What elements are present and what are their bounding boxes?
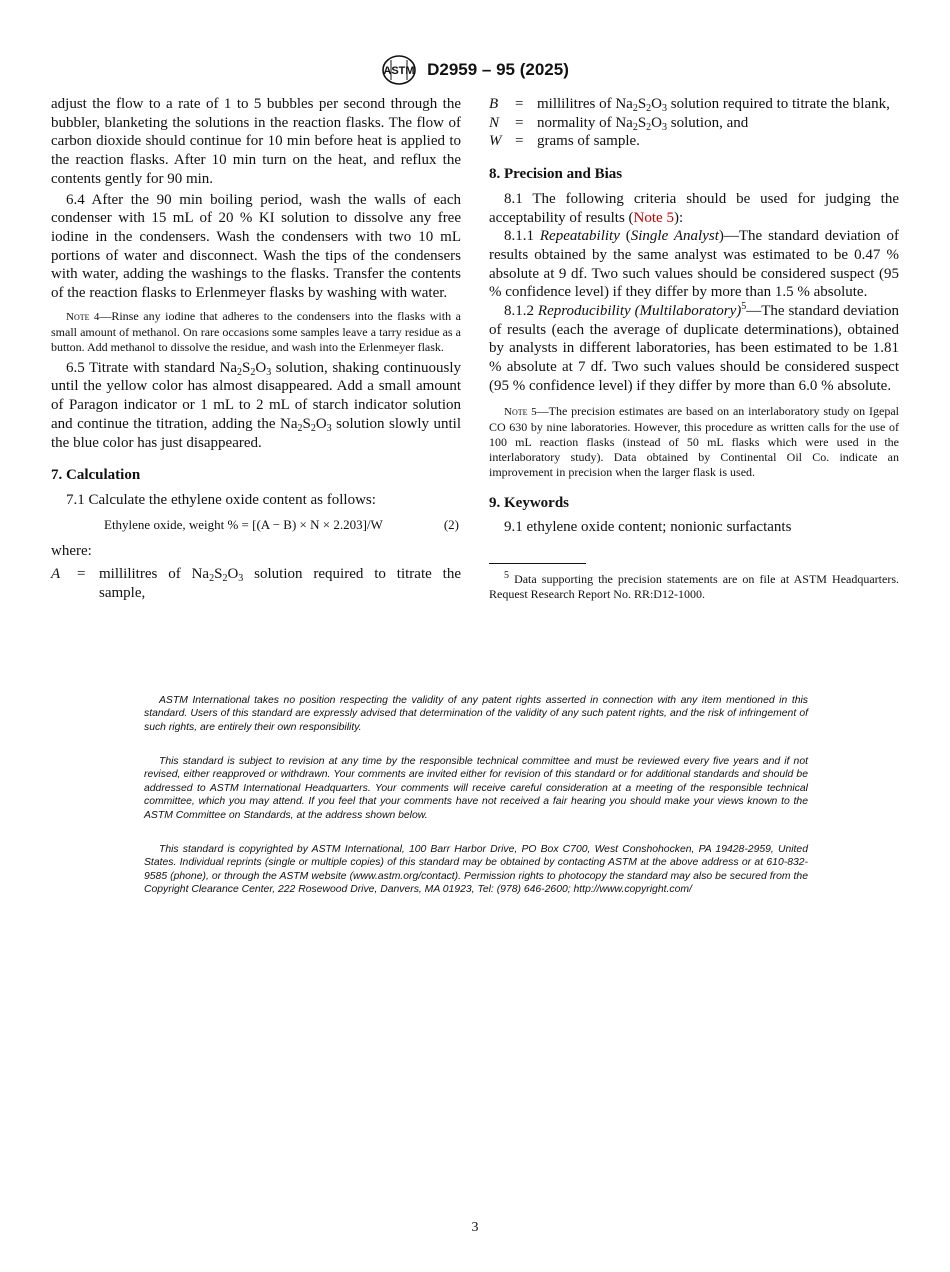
legal-copyright-notice: This standard is copyrighted by ASTM International, 100 Barr Harbor Drive, PO Box C700, West Conshohocken, PA 19428-2959, United States. Individual reprints (single or multiple copies) of this standard may be obtained by contacting ASTM at the above address or at 610-832-9585 (phone), or through the ASTM website (www.astm.org/contact). Permission rights to photocopy the standard may also be secured from the Copyright Clearance Center, 222 Rosewood Drive, Danvers, MA 01923, Tel: (978) 646-2600; http://www.copyright.com/ xyxy=(144,844,808,896)
note-5-label: Note 5 xyxy=(504,405,537,418)
paragraph-9-1: 9.1 ethylene oxide content; nonionic surfactants xyxy=(504,519,792,536)
legal-revision-notice: This standard is subject to revision at any time by the responsible technical committee and must be reviewed every five years and if not revised, either reapproved or withdrawn. Your comments are invited either for revision of this standard or for additional standards and should be addressed to ASTM International Headquarters. Your comments will receive careful consideration at a meeting of the responsible technical committee, which you may attend. If you feel that your comments have not received a fair hearing you should make your views known to the ASTM Committee on Standards, at the address shown below. xyxy=(144,756,808,821)
paragraph-8-1-2: 8.1.2 Reproducibility (Multilaboratory)$^5$—The standard deviation of results (each the average of duplicate determinations), obtained by analysts in different laboratories, has been estimated to be 1.81 % absolute at 7 df. Two such values should be considered suspect (95 % confidence level) if they differ by more than 6.0 % absolute. xyxy=(489,301,899,394)
note-4-label: Note 4 xyxy=(66,310,100,323)
left-column xyxy=(51,95,461,602)
page-number: 3 xyxy=(471,1220,479,1235)
note-4-text: —Rinse any iodine that adheres to the condensers into the flasks with a small amount of methanol. On rare occasions some samples leave a tarry residue as a button. Add methanol to dissolve the residue, and wash into the Erlenmeyer flask. xyxy=(51,308,461,354)
right-column xyxy=(489,95,899,602)
legal-patent-notice: ASTM International takes no position respecting the validity of any patent rights asserted in connection with any item mentioned in this standard. Users of this standard are expressly advised that determination of the validity of any such patent rights, and the risk of infringement of such rights, are entirely their own responsibility. xyxy=(144,695,808,733)
footnote-5: $^5$ Data supporting the precision statements are on file at ASTM Headquarters. Request Research Report No. RR:D12-1000. xyxy=(489,569,899,601)
definition-b: B = millilitres of $Na_2S_2O_3$ solution required to titrate the blank, xyxy=(489,96,890,114)
section-8-heading: 8. Precision and Bias xyxy=(489,166,623,183)
note-5 xyxy=(489,404,899,480)
page-header xyxy=(0,54,950,86)
note-4 xyxy=(51,309,461,355)
footnote-divider xyxy=(489,563,586,564)
paragraph-7-1: 7.1 Calculate the ethylene oxide content as follows: xyxy=(66,491,376,508)
paragraph-8-1: 8.1 The following criteria should be used for judging the acceptability of results (Note 5): xyxy=(489,190,899,226)
paragraph-6-4: 6.4 After the 90 min boiling period, wash the walls of each condenser with 15 mL of 20 % KI solution to dissolve any free iodine in the condensers. Wash the condensers with two 10 mL portions of water and disconnect. Wash the tips of the condensers with water, adding the washings to the flasks. Transfer the contents of the reaction flasks to Erlenmeyer flasks by washing with water. xyxy=(51,191,461,302)
equation-2-body: Ethylene oxide, weight % = [(A − B) × N × 2.203]/W xyxy=(104,516,383,532)
svg-text:ASTM: ASTM xyxy=(383,65,415,77)
section-7-heading: 7. Calculation xyxy=(51,467,141,484)
equation-2-number: (2) xyxy=(443,516,459,532)
definition-a: A = millilitres of $Na_2S_2O_3$ solution required to titrate the sample, xyxy=(51,566,461,601)
equation-2 xyxy=(104,516,461,535)
section-9-heading: 9. Keywords xyxy=(489,494,569,511)
where-label: where: xyxy=(51,543,92,560)
footnote-5-ref[interactable]: 5 xyxy=(741,301,747,313)
definition-n: N = normality of $Na_2S_2O_3$ solution, and xyxy=(489,114,749,133)
note-5-text: —The precision estimates are based on an interlaboratory study on Igepal CO 630 by nine laboratories. However, this procedure as written calls for the use of 100 mL reaction flasks (instead of 50 mL flasks which were used in the interlaboratory study). Data obtained by Continental Oil Co. indicate an improvement in precision when the larger flask is used. xyxy=(489,403,900,479)
paragraph-6-3-continued: adjust the flow to a rate of 1 to 5 bubbles per second through the bubbler, blanketing the solutions in the reaction flasks. The flow of carbon dioxide should continue for 10 min before heat is applied to the reaction flasks. After 10 min turn on the heat, and reflux the contents gently for 90 min. xyxy=(51,96,461,187)
document-id: D2959 – 95 (2025) xyxy=(427,60,569,79)
paragraph-6-5: 6.5 Titrate with standard $Na_2S_2O_3$ solution, shaking continuously until the yellow color has almost disappeared. Add a small amount of Paragon indicator or 1 mL to 2 mL of starch indicator solution and continue the titration, adding the $Na_2S_2O_3$ solution slowly until the blue color has just disappeared. xyxy=(51,359,462,451)
note-5-link[interactable]: Note 5 xyxy=(633,209,674,226)
astm-logo-icon xyxy=(381,54,417,86)
paragraph-8-1-1: 8.1.1 Repeatability (Single Analyst)—The standard deviation of results obtained by the same analyst was estimated to be 0.47 % absolute at 9 df. Two such values should be considered suspect (95 % confidence level) if they differ by more than 1.5 % absolute. xyxy=(489,228,899,301)
definition-w: W = grams of sample. xyxy=(489,133,640,150)
